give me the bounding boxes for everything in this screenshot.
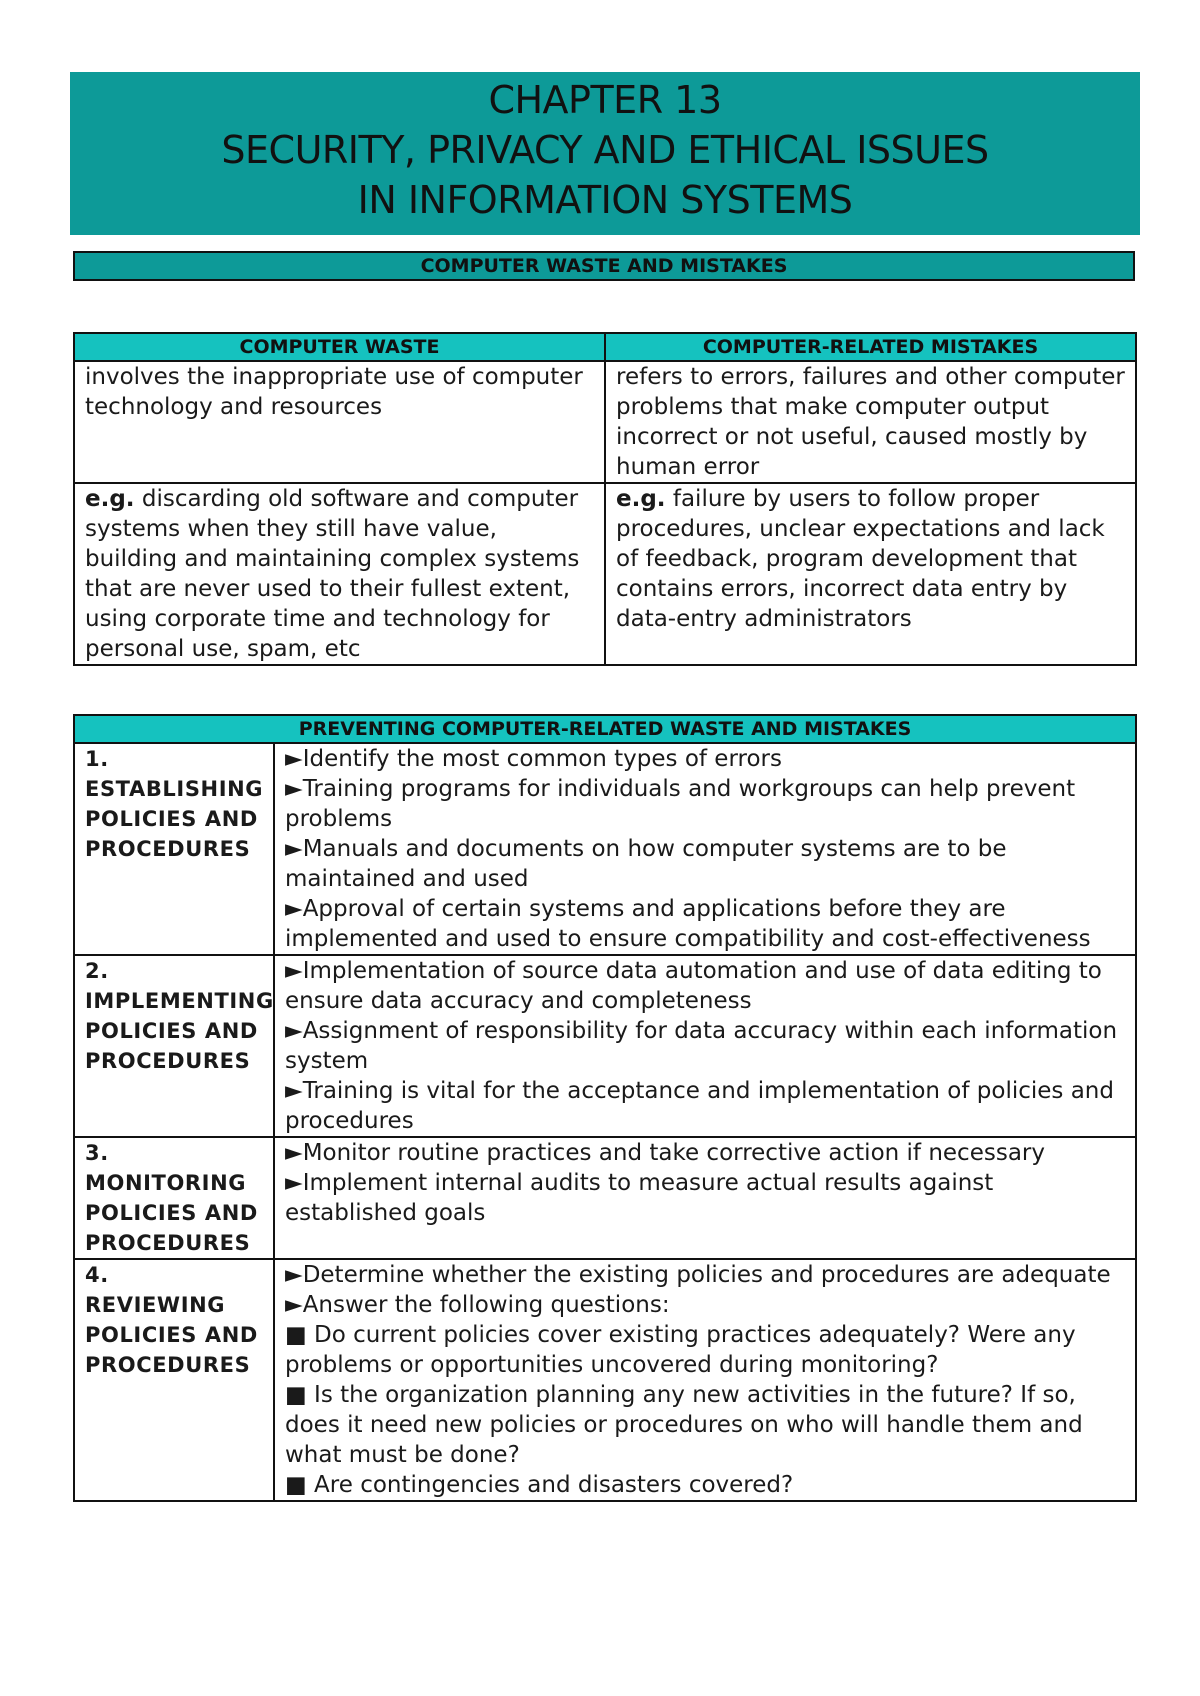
chapter-title-line-2: IN INFORMATION SYSTEMS bbox=[357, 178, 853, 222]
computer-waste-example bbox=[74, 483, 605, 665]
step-number: 2. bbox=[85, 959, 109, 983]
step-content bbox=[274, 1137, 1136, 1259]
step-title: POLICIES AND bbox=[85, 1201, 258, 1225]
computer-waste-definition-text: involves the inappropriate use of computer technology and resources bbox=[85, 364, 583, 420]
chapter-title-line-1: SECURITY, PRIVACY AND ETHICAL ISSUES bbox=[221, 128, 989, 172]
list-item: ►Assignment of responsibility for data accuracy within each information system bbox=[285, 1018, 1118, 1074]
step-number: 4. bbox=[85, 1263, 109, 1287]
eg-label: e.g. bbox=[85, 486, 135, 512]
step-label bbox=[74, 743, 274, 955]
step-title: POLICIES AND bbox=[85, 1323, 258, 1347]
step-label bbox=[74, 1137, 274, 1259]
computer-waste-definition bbox=[74, 361, 605, 483]
chapter-banner bbox=[70, 72, 1140, 235]
list-item: ►Determine whether the existing policies and procedures are adequate bbox=[285, 1262, 1111, 1288]
step-title: IMPLEMENTING bbox=[85, 989, 274, 1013]
prevention-table bbox=[73, 714, 1137, 1502]
computer-waste-example-text: discarding old software and computer systems when they still have value, building and maintaining complex systems that are never used to their fullest extent, using corporate time and technology for personal use, spam, etc bbox=[85, 486, 580, 662]
step-title: POLICIES AND bbox=[85, 1019, 258, 1043]
step-row bbox=[74, 743, 1136, 955]
step-title: PROCEDURES bbox=[85, 1049, 251, 1073]
section-title: COMPUTER WASTE AND MISTAKES bbox=[73, 251, 1135, 281]
comparison-table bbox=[73, 332, 1137, 666]
step-row bbox=[74, 955, 1136, 1137]
list-item: ■ Are contingencies and disasters covered? bbox=[285, 1472, 794, 1498]
list-item: ►Identify the most common types of errors bbox=[285, 746, 782, 772]
list-item: ■ Is the organization planning any new activities in the future? If so, does it need new policies or procedures on who will handle them and what must be done? bbox=[285, 1382, 1083, 1468]
computer-mistakes-definition-text: refers to errors, failures and other computer problems that make computer output incorrect or not useful, caused mostly by human error bbox=[616, 364, 1125, 480]
list-item: ■ Do current policies cover existing practices adequately? Were any problems or opportunities uncovered during monitoring? bbox=[285, 1322, 1076, 1378]
step-title: PROCEDURES bbox=[85, 1353, 251, 1377]
list-item: ►Approval of certain systems and applications before they are implemented and used to ensure compatibility and cost-effectiveness bbox=[285, 896, 1091, 952]
list-item: ►Training is vital for the acceptance and implementation of policies and procedures bbox=[285, 1078, 1114, 1134]
step-content bbox=[274, 955, 1136, 1137]
list-item: ►Monitor routine practices and take corrective action if necessary bbox=[285, 1140, 1045, 1166]
computer-mistakes-definition bbox=[605, 361, 1136, 483]
list-item: ►Training programs for individuals and workgroups can help prevent problems bbox=[285, 776, 1076, 832]
step-label bbox=[74, 1259, 274, 1501]
step-number: 1. bbox=[85, 747, 109, 771]
computer-waste-header: COMPUTER WASTE bbox=[74, 333, 605, 361]
step-title: POLICIES AND bbox=[85, 807, 258, 831]
step-title: PROCEDURES bbox=[85, 1231, 251, 1255]
step-title: MONITORING bbox=[85, 1171, 247, 1195]
step-row bbox=[74, 1137, 1136, 1259]
list-item: ►Manuals and documents on how computer systems are to be maintained and used bbox=[285, 836, 1007, 892]
step-content bbox=[274, 743, 1136, 955]
step-label bbox=[74, 955, 274, 1137]
list-item: ►Answer the following questions: bbox=[285, 1292, 670, 1318]
list-item: ►Implement internal audits to measure actual results against established goals bbox=[285, 1170, 994, 1226]
step-title: PROCEDURES bbox=[85, 837, 251, 861]
computer-mistakes-example bbox=[605, 483, 1136, 665]
chapter-number: CHAPTER 13 bbox=[488, 78, 722, 122]
computer-mistakes-header: COMPUTER-RELATED MISTAKES bbox=[605, 333, 1136, 361]
prevention-header: PREVENTING COMPUTER-RELATED WASTE AND MISTAKES bbox=[74, 715, 1136, 743]
step-title: REVIEWING bbox=[85, 1293, 226, 1317]
computer-mistakes-example-text: failure by users to follow proper procedures, unclear expectations and lack of feedback, program development that contains errors, incorrect data entry by data-entry administrators bbox=[616, 486, 1105, 632]
step-title: ESTABLISHING bbox=[85, 777, 264, 801]
step-content bbox=[274, 1259, 1136, 1501]
step-row bbox=[74, 1259, 1136, 1501]
step-number: 3. bbox=[85, 1141, 109, 1165]
list-item: ►Implementation of source data automation and use of data editing to ensure data accuracy and completeness bbox=[285, 958, 1102, 1014]
eg-label: e.g. bbox=[616, 486, 666, 512]
